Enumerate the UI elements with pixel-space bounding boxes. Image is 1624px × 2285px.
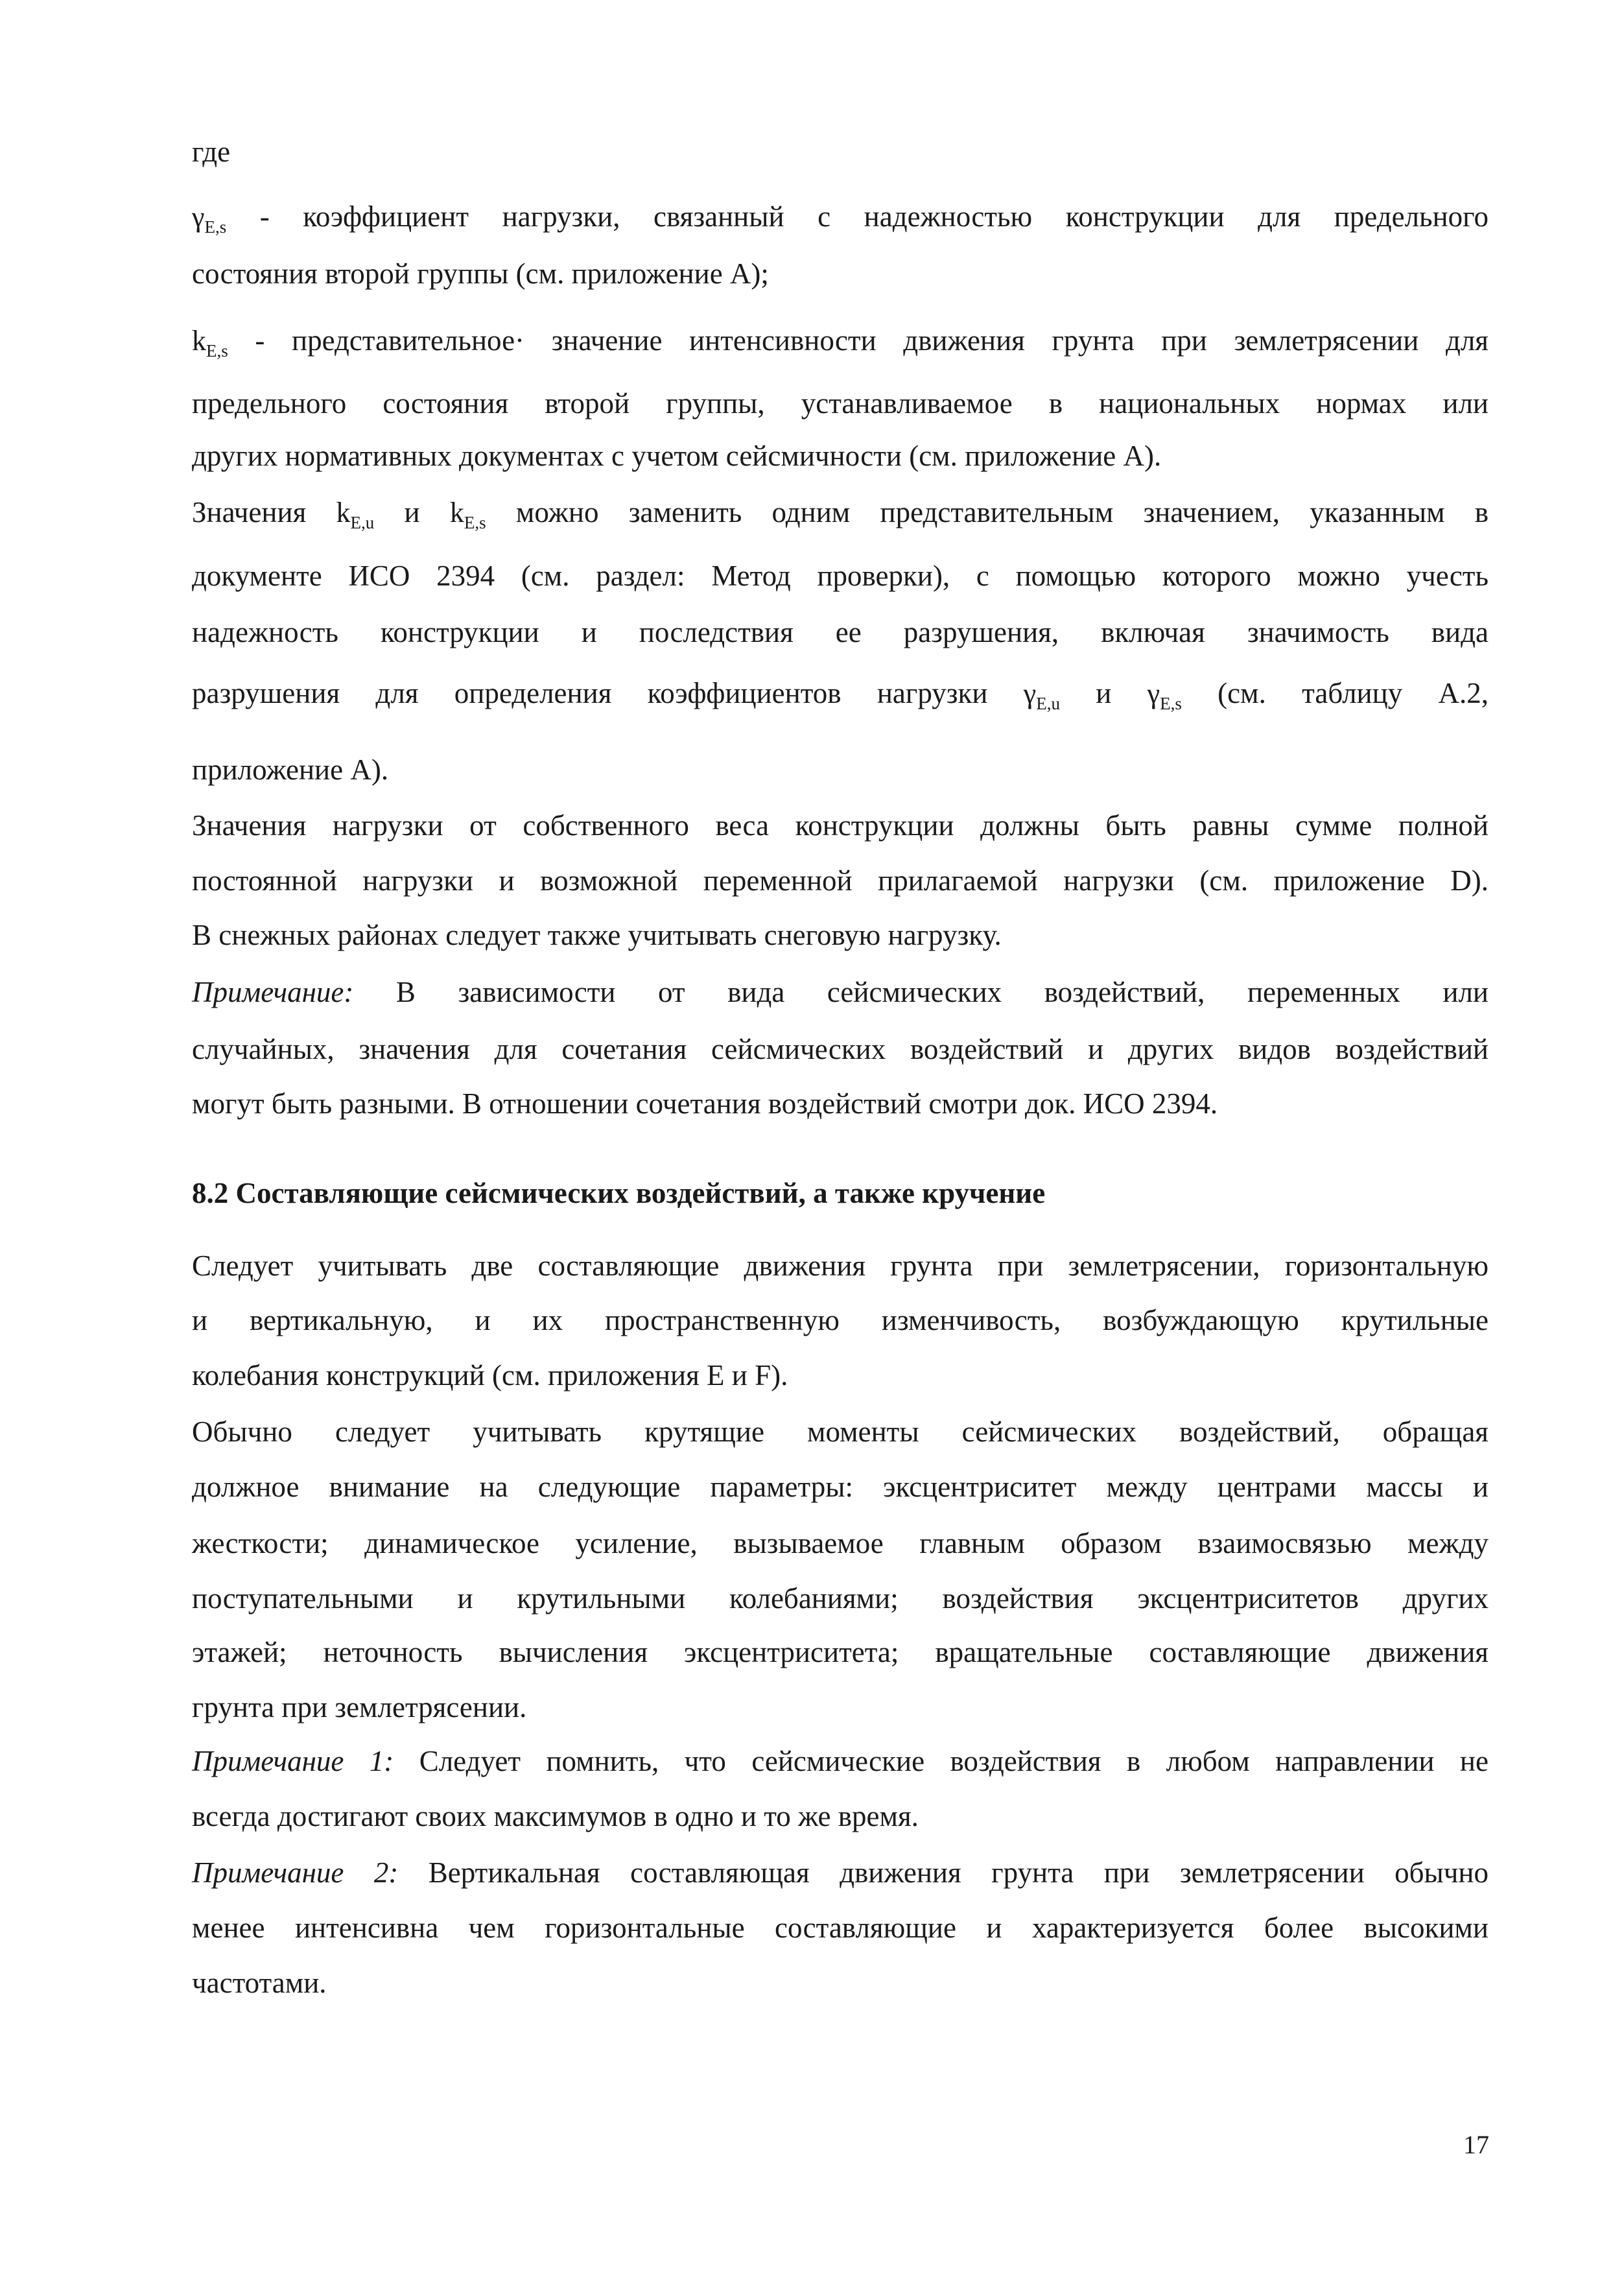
gamma-symbol: γ — [1147, 678, 1160, 709]
gamma-symbol: γ — [1023, 678, 1037, 709]
text-line — [192, 494, 1489, 541]
text-line — [192, 322, 1489, 369]
text-line: могут быть разными. В отношении сочетания воздействий смотри док. ИСО 2394. — [192, 1087, 1218, 1120]
text-line: этажей; неточность вычисления эксцентриситета; вращательные составляющие движения — [192, 1636, 1489, 1668]
k-symbol: k — [449, 497, 464, 528]
text-line: должное внимание на следующие параметры: эксцентриситет между центрами массы и — [192, 1471, 1489, 1503]
text-span: А.2, — [1438, 677, 1489, 709]
gamma-es-term — [1147, 677, 1182, 713]
text-span: и — [404, 496, 420, 528]
text-line: поступательными и крутильными колебаниями; воздействия эксцентриситетов других — [192, 1582, 1489, 1615]
text-line: где — [192, 136, 231, 168]
text-line: В снежных районах следует также учитывать снеговую нагрузку. — [192, 919, 1002, 951]
text-line: Следует учитывать две составляющие движения грунта при землетрясении, горизонтальную — [192, 1249, 1489, 1282]
text-line: и вертикальную, и их пространственную изменчивость, возбуждающую крутильные — [192, 1304, 1489, 1336]
note-label: Примечание 2: — [192, 1856, 399, 1889]
text-line: предельного состояния второй группы, устанавливаемое в национальных нормах или — [192, 387, 1489, 420]
k-es-term — [449, 496, 486, 532]
text-line: колебания конструкций (см. приложения Е и F). — [192, 1359, 788, 1391]
text-line: Обычно следует учитывать крутящие моменты сейсмических воздействий, обращая — [192, 1415, 1489, 1448]
text-line — [192, 198, 1489, 245]
note-line — [192, 1854, 1489, 1891]
text-line: всегда достигают своих максимумов в одно и то же время. — [192, 1800, 919, 1832]
text-line: случайных, значения для сочетания сейсмических воздействий и других видов воздействий — [192, 1033, 1489, 1065]
text-line: других нормативных документах с учетом сейсмичности (см. приложение А). — [192, 440, 1162, 472]
text-span: (см. таблицу — [1218, 677, 1403, 709]
page-number: 17 — [1463, 2130, 1489, 2159]
gamma-symbol: γ — [192, 201, 205, 233]
section-heading: 8.2 Составляющие сейсмических воздействий, а также кручение — [192, 1177, 1046, 1209]
subscript: E,s — [464, 513, 486, 532]
text-line: Значения нагрузки от собственного веса конструкции должны быть равны сумме полной — [192, 809, 1489, 842]
text-line: приложение А). — [192, 753, 389, 786]
subscript: E,u — [350, 513, 375, 532]
text-span: разрушения для определения коэффициентов нагрузки — [192, 677, 988, 709]
text-span: Вертикальная составляющая движения грунта при землетрясении обычно — [398, 1856, 1489, 1889]
note-label: Примечание: — [192, 976, 354, 1008]
k-symbol: k — [192, 325, 206, 357]
subscript: E,s — [204, 217, 227, 237]
k-symbol: k — [336, 497, 351, 528]
text-span: - представительное· значение интенсивности движения грунта при землетрясении для — [228, 324, 1489, 357]
text-span: Значения — [192, 496, 307, 528]
text-span: можно заменить одним представительным значением, указанным в — [515, 496, 1489, 528]
text-line: документе ИСО 2394 (см. раздел: Метод проверки), с помощью которого можно учесть — [192, 560, 1489, 592]
subscript: E,s — [206, 341, 228, 361]
note-line — [192, 1743, 1489, 1779]
text-line: состояния второй группы (см. приложение А); — [192, 257, 769, 290]
text-line: грунта при землетрясении. — [192, 1691, 527, 1723]
subscript: E,s — [1160, 694, 1182, 713]
note-label: Примечание 1: — [192, 1745, 394, 1777]
text-line: менее интенсивна чем горизонтальные составляющие и характеризуется более высокими — [192, 1912, 1489, 1944]
text-line: жесткости; динамическое усиление, вызываемое главным образом взаимосвязью между — [192, 1527, 1489, 1559]
text-line: постоянной нагрузки и возможной переменной прилагаемой нагрузки (см. приложение D). — [192, 864, 1489, 897]
text-span: Следует помнить, что сейсмические воздействия в любом направлении не — [394, 1745, 1489, 1777]
gamma-eu-term — [1023, 677, 1060, 713]
note-line — [192, 974, 1489, 1010]
k-eu-term — [336, 496, 375, 532]
text-span: и — [1096, 677, 1112, 709]
text-line — [192, 675, 1489, 722]
text-line: частотами. — [192, 1967, 327, 1999]
text-line: надежность конструкции и последствия ее разрушения, включая значимость вида — [192, 616, 1489, 648]
text-span: В зависимости от вида сейсмических воздействий, переменных или — [353, 976, 1489, 1008]
text-span: - коэффициент нагрузки, связанный с надежностью конструкции для предельного — [226, 200, 1489, 233]
subscript: E,u — [1036, 694, 1060, 713]
